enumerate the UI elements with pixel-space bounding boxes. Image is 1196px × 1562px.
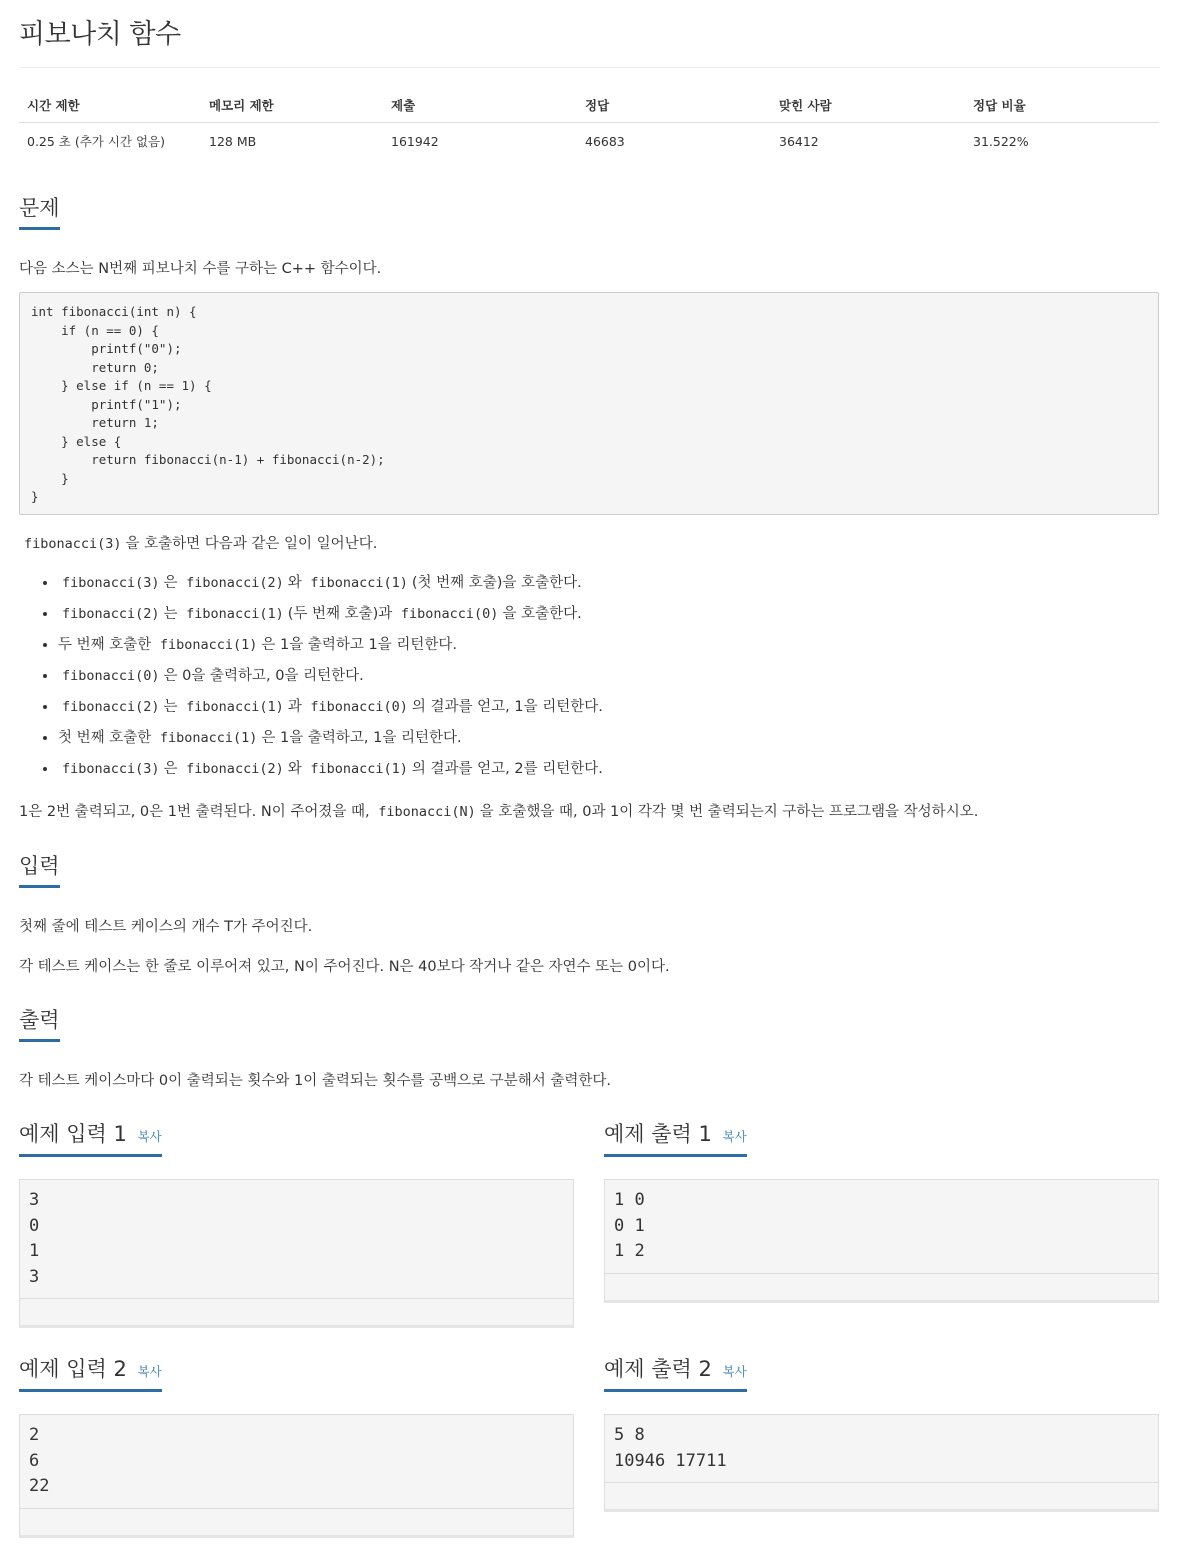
sample-output-1-heading: 예제 출력 1 복사 <box>604 1118 1159 1154</box>
inline-code: fibonacci(N) <box>378 804 476 820</box>
sample-input-2-heading: 예제 입력 2 복사 <box>19 1353 574 1389</box>
stats-header-row <box>19 88 1159 123</box>
output-heading <box>19 1004 1159 1038</box>
input-line-1: 첫째 줄에 테스트 케이스의 개수 T가 주어진다. <box>19 919 313 935</box>
call-step-item <box>58 756 603 787</box>
inline-code: fibonacci(3) <box>24 536 122 552</box>
copy-button[interactable]: 복사 <box>137 1364 162 1379</box>
stats-table <box>19 88 1159 159</box>
inline-code: fibonacci(1) <box>159 637 258 653</box>
step-text: 와 <box>287 575 307 591</box>
step-text: (첫 번째 호출)을 호출한다. <box>411 575 582 591</box>
problem-heading <box>19 192 1159 226</box>
step-text: 의 결과를 얻고, 2를 리턴한다. <box>411 761 603 777</box>
call-description-text: 을 호출하면 다음과 같은 일이 일어난다. <box>125 536 378 552</box>
call-step-item <box>58 632 603 663</box>
step-text: 의 결과를 얻고, 1을 리턴한다. <box>411 699 603 715</box>
inline-code: fibonacci(3) <box>62 575 160 591</box>
sample-input-2: 2 6 22 <box>20 1415 573 1509</box>
call-step-item <box>58 725 603 756</box>
inline-code: fibonacci(2) <box>186 575 284 591</box>
stats-header: 정답 <box>577 88 771 123</box>
step-text: 는 <box>163 606 183 622</box>
output-line-1: 각 테스트 케이스마다 0이 출력되는 횟수와 1이 출력되는 횟수를 공백으로 구분해서 출력한다. <box>19 1073 612 1089</box>
input-heading <box>19 850 1159 884</box>
step-text: 은 1을 출력하고, 1을 리턴한다. <box>261 730 462 746</box>
step-text: 은 1을 출력하고 1을 리턴한다. <box>261 637 457 653</box>
page-title: 피보나치 함수 <box>19 19 181 50</box>
problem-closing: 1은 2번 출력되고, 0은 1번 출력된다. N이 주어졌을 때, fibonacci(N) 을 호출했을 때, 0과 1이 각각 몇 번 출력되는지 구하는 프로그램을 작성하시오. <box>19 804 979 820</box>
stats-value: 0.25 초 (추가 시간 없음) <box>27 134 166 149</box>
stats-value: 46683 <box>585 133 625 149</box>
sample-input-2-box <box>19 1414 574 1538</box>
stats-value: 31.522% <box>973 133 1029 149</box>
inline-code: fibonacci(1) <box>310 575 408 591</box>
step-text: 을 호출한다. <box>502 606 582 622</box>
inline-code: fibonacci(2) <box>62 606 160 622</box>
input-heading-text: 입력 <box>19 850 60 888</box>
sample-input-1: 3 0 1 3 <box>20 1180 573 1299</box>
stats-header: 메모리 제한 <box>201 88 383 123</box>
inline-code: fibonacci(0) <box>400 606 499 622</box>
inline-code: fibonacci(1) <box>186 699 284 715</box>
inline-code: fibonacci(0) <box>310 699 408 715</box>
problem-heading-text: 문제 <box>19 192 60 230</box>
call-step-item <box>58 570 603 601</box>
sample-output-2: 5 8 10946 17711 <box>605 1415 1158 1483</box>
stats-value: 161942 <box>391 133 439 149</box>
copy-button[interactable]: 복사 <box>722 1129 747 1144</box>
stats-header: 정답 비율 <box>965 88 1159 123</box>
sample-output-2-heading: 예제 출력 2 복사 <box>604 1353 1159 1389</box>
sample-input-1-box <box>19 1179 574 1328</box>
step-text: (두 번째 호출)과 <box>287 606 397 622</box>
call-description <box>20 532 377 553</box>
inline-code: fibonacci(2) <box>62 699 160 715</box>
step-text: 첫 번째 호출한 <box>58 730 156 746</box>
copy-button[interactable]: 복사 <box>137 1129 162 1144</box>
inline-code: fibonacci(0) <box>62 668 160 684</box>
stats-header: 시간 제한 <box>19 88 201 123</box>
stats-header: 맞힌 사람 <box>771 88 965 123</box>
inline-code: fibonacci(1) <box>186 606 284 622</box>
call-step-item <box>58 601 603 632</box>
call-steps-list <box>19 570 603 787</box>
inline-code: fibonacci(1) <box>310 761 408 777</box>
step-text: 두 번째 호출한 <box>58 637 156 653</box>
step-text: 은 <box>163 761 183 777</box>
title-divider <box>19 67 1159 68</box>
input-line-2: 각 테스트 케이스는 한 줄로 이루어져 있고, N이 주어진다. N은 40보다 작거나 같은 자연수 또는 0이다. <box>19 959 670 975</box>
step-text: 는 <box>163 699 183 715</box>
inline-code: fibonacci(1) <box>159 730 258 746</box>
step-text: 은 <box>163 575 183 591</box>
stats-value: 36412 <box>779 133 819 149</box>
step-text: 과 <box>287 699 307 715</box>
stats-value-row <box>19 123 1159 160</box>
sample-output-1: 1 0 0 1 1 2 <box>605 1180 1158 1274</box>
inline-code: fibonacci(3) <box>62 761 160 777</box>
sample-output-1-box <box>604 1179 1159 1303</box>
stats-header: 제출 <box>383 88 577 123</box>
call-step-item <box>58 694 603 725</box>
source-code-block: int fibonacci(int n) { if (n == 0) { printf("0"); return 0; } else if (n == 1) { printf("1"); return 1; } else { return fibonacci(n-1) + fibonacci(n-2); } } <box>19 292 1159 515</box>
step-text: 와 <box>287 761 307 777</box>
sample-output-2-box <box>604 1414 1159 1512</box>
output-heading-text: 출력 <box>19 1004 60 1042</box>
step-text: 은 0을 출력하고, 0을 리턴한다. <box>163 668 364 684</box>
call-step-item <box>58 663 603 694</box>
copy-button[interactable]: 복사 <box>722 1364 747 1379</box>
sample-input-1-heading: 예제 입력 1 복사 <box>19 1118 574 1154</box>
problem-intro: 다음 소스는 N번째 피보나치 수를 구하는 C++ 함수이다. <box>19 261 382 277</box>
stats-value: 128 MB <box>209 133 257 149</box>
inline-code: fibonacci(2) <box>186 761 284 777</box>
